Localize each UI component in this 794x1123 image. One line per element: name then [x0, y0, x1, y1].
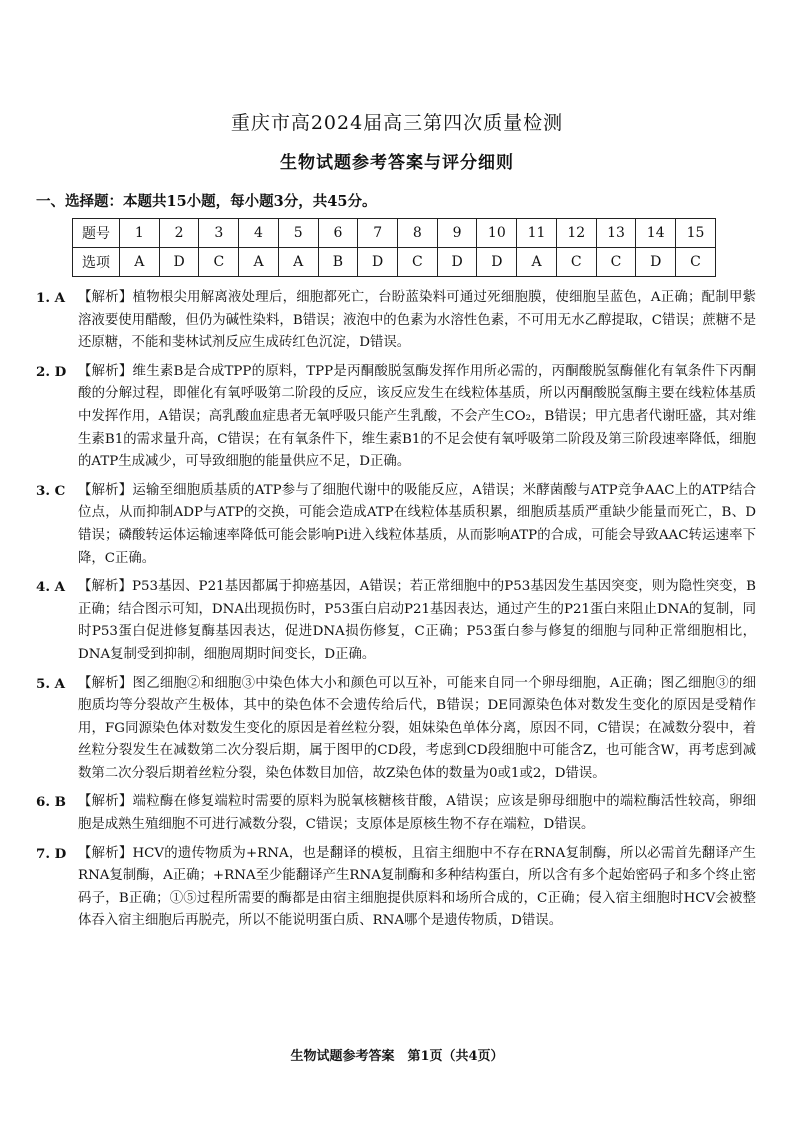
answer-option-cell: B: [318, 248, 358, 277]
question-number-cell: 15: [676, 219, 716, 248]
answer-table-number-row: [73, 219, 716, 248]
answer-option-cell: C: [199, 248, 239, 277]
question-number-cell: 3: [199, 219, 239, 248]
question-number-cell: 14: [636, 219, 676, 248]
question-explanation: [36, 361, 756, 474]
question-number-cell: 10: [477, 219, 517, 248]
explanation-text: 【解析】P53基因、P21基因都属于抑癌基因，A错误；若正常细胞中的P53基因发生基因突变，则为隐性突变，B正确；结合图示可知，DNA出现损伤时，P53蛋白启动P21基因表达，通过产生的P21蛋白来阻止DNA的复制，同时P53蛋白促进修复酶基因表达，促进DNA损伤修复，C正确；P53蛋白参与修复的细胞与同种正常细胞相比，DNA复制受到抑制，细胞周期时间变长，D正确。: [78, 579, 757, 662]
question-answer-label: 1. A: [36, 290, 66, 306]
question-number-cell: 4: [239, 219, 279, 248]
question-number-cell: 7: [358, 219, 398, 248]
question-number-cell: 11: [517, 219, 557, 248]
question-number-cell: 5: [278, 219, 318, 248]
question-explanation: [36, 287, 756, 355]
question-answer-label: 7. D: [36, 845, 67, 862]
answer-option-cell: C: [398, 248, 438, 277]
answer-option-cell: D: [358, 248, 398, 277]
explanation-text: 【解析】运输至细胞质基质的ATP参与了细胞代谢中的吸能反应，A错误；米酵菌酸与ATP竞争AAC上的ATP结合位点，从而抑制ADP与ATP的交换，可能会造成ATP在线粒体基质积累，细胞质基质严重缺少能量而死亡，B、D错误；磷酸转运体运输速率降低可能会影响Pi进入线粒体基质，从而影响ATP的合成，可能会导致AAC转运速率下降，C正确。: [78, 482, 756, 566]
explanation-text: 【解析】图乙细胞②和细胞③中染色体大小和颜色可以互补，可能来自同一个卵母细胞，A正确；图乙细胞③的细胞质均等分裂故产生极体，其中的染色体不会遗传给后代，B错误；DE同源染色体对数发生变化的原因是受精作用，FG同源染色体对数发生变化的原因是着丝粒分裂，姐妹染色单体分离，原因不同，C错误；在减数分裂中，着丝粒分裂发生在减数第二次分裂后期，属于图甲的CD段，考虑到CD段细胞中可能含Z，也可能含W，再考虑到减数第二次分裂后期着丝粒分裂，染色体数目加倍，故Z染色体的数量为0或1或2，D错误。: [78, 675, 756, 781]
answer-table-option-row: [73, 248, 716, 277]
answer-option-cell: D: [437, 248, 477, 277]
answer-option-cell: D: [636, 248, 676, 277]
answer-option-cell: D: [477, 248, 517, 277]
question-number-cell: 6: [318, 219, 358, 248]
document-title: 重庆市高2024届高三第四次质量检测: [230, 112, 564, 134]
question-explanation: [36, 791, 756, 836]
question-explanation: [36, 576, 756, 666]
question-number-cell: 12: [556, 219, 596, 248]
answer-table: [72, 218, 716, 277]
question-list: [36, 287, 756, 939]
answer-option-cell: A: [239, 248, 279, 277]
section-heading: 一、选择题：本题共15小题，每小题3分，共45分。: [36, 193, 377, 210]
question-explanation: [36, 673, 756, 786]
question-number-cell: 8: [398, 219, 438, 248]
question-answer-label: 4. A: [36, 579, 66, 596]
question-answer-label: 3. C: [36, 482, 66, 499]
explanation-text: 【解析】HCV的遗传物质为+RNA，也是翻译的模板，且宿主细胞中不存在RNA复制酶，所以必需首先翻译产生RNA复制酶，A正确；+RNA至少能翻译产生RNA复制酶和多种结构蛋白，所以含有多个起始密码子和多个终止密码子，B正确；①⑤过程所需要的酶都是由宿主细胞提供原料和场所合成的，C正确；侵入宿主细胞时HCV会被整体吞入宿主细胞后再脱壳，所以不能说明蛋白质、RNA哪个是遗传物质，D错误。: [78, 845, 756, 929]
question-number-cell: 2: [159, 219, 199, 248]
page-footer: 生物试题参考答案 第1页（共4页）: [290, 1049, 504, 1064]
answer-option-cell: A: [278, 248, 318, 277]
answer-option-cell: D: [159, 248, 199, 277]
question-number-cell: 1: [120, 219, 160, 248]
answer-option-cell: A: [517, 248, 557, 277]
answer-option-cell: C: [676, 248, 716, 277]
question-explanation: [36, 843, 756, 933]
question-number-cell: 13: [596, 219, 636, 248]
question-answer-label: 5. A: [36, 675, 66, 692]
answer-option-cell: A: [120, 248, 160, 277]
question-explanation: [36, 480, 756, 570]
question-answer-label: 6. B: [36, 794, 66, 811]
answer-option-cell: C: [596, 248, 636, 277]
explanation-text: 【解析】维生素B是合成TPP的原料，TPP是丙酮酸脱氢酶发挥作用所必需的，丙酮酸脱氢酶催化有氧条件下丙酮酸的分解过程，即催化有氧呼吸第二阶段的反应，该反应发生在线粒体基质，所以丙酮酸脱氢酶主要在线粒体基质中发挥作用，A错误；高乳酸血症患者无氧呼吸只能产生乳酸，不会产生CO₂，B错误；甲亢患者代谢旺盛，其对维生素B1的需求量升高，C错误；在有氧条件下，维生素B1的不足会使有氧呼吸第二阶段及第三阶段速率降低，细胞的ATP生成减少，可导致细胞的能量供应不足，D正确。: [78, 363, 756, 470]
explanation-text: 【解析】植物根尖用解离液处理后，细胞都死亡，台盼蓝染料可通过死细胞膜，使细胞呈蓝色，A正确；配制甲紫溶液要使用醋酸，但仍为碱性染料，B错误；液泡中的色素为水溶性色素，不可用无水乙醇提取，C错误；蔗糖不是还原糖，不能和斐林试剂反应生成砖红色沉淀，D错误。: [78, 290, 756, 351]
question-answer-label: 2. D: [36, 363, 67, 380]
answer-option-cell: C: [556, 248, 596, 277]
row-label-number: 题号: [73, 219, 120, 248]
explanation-text: 【解析】端粒酶在修复端粒时需要的原料为脱氧核糖核苷酸，A错误；应该是卵母细胞中的端粒酶活性较高，卵细胞是成熟生殖细胞不可进行减数分裂，C错误；支原体是原核生物不存在端粒，D错误。: [78, 794, 756, 833]
document-subtitle: 生物试题参考答案与评分细则: [280, 153, 514, 173]
row-label-option: 选项: [73, 248, 120, 277]
question-number-cell: 9: [437, 219, 477, 248]
